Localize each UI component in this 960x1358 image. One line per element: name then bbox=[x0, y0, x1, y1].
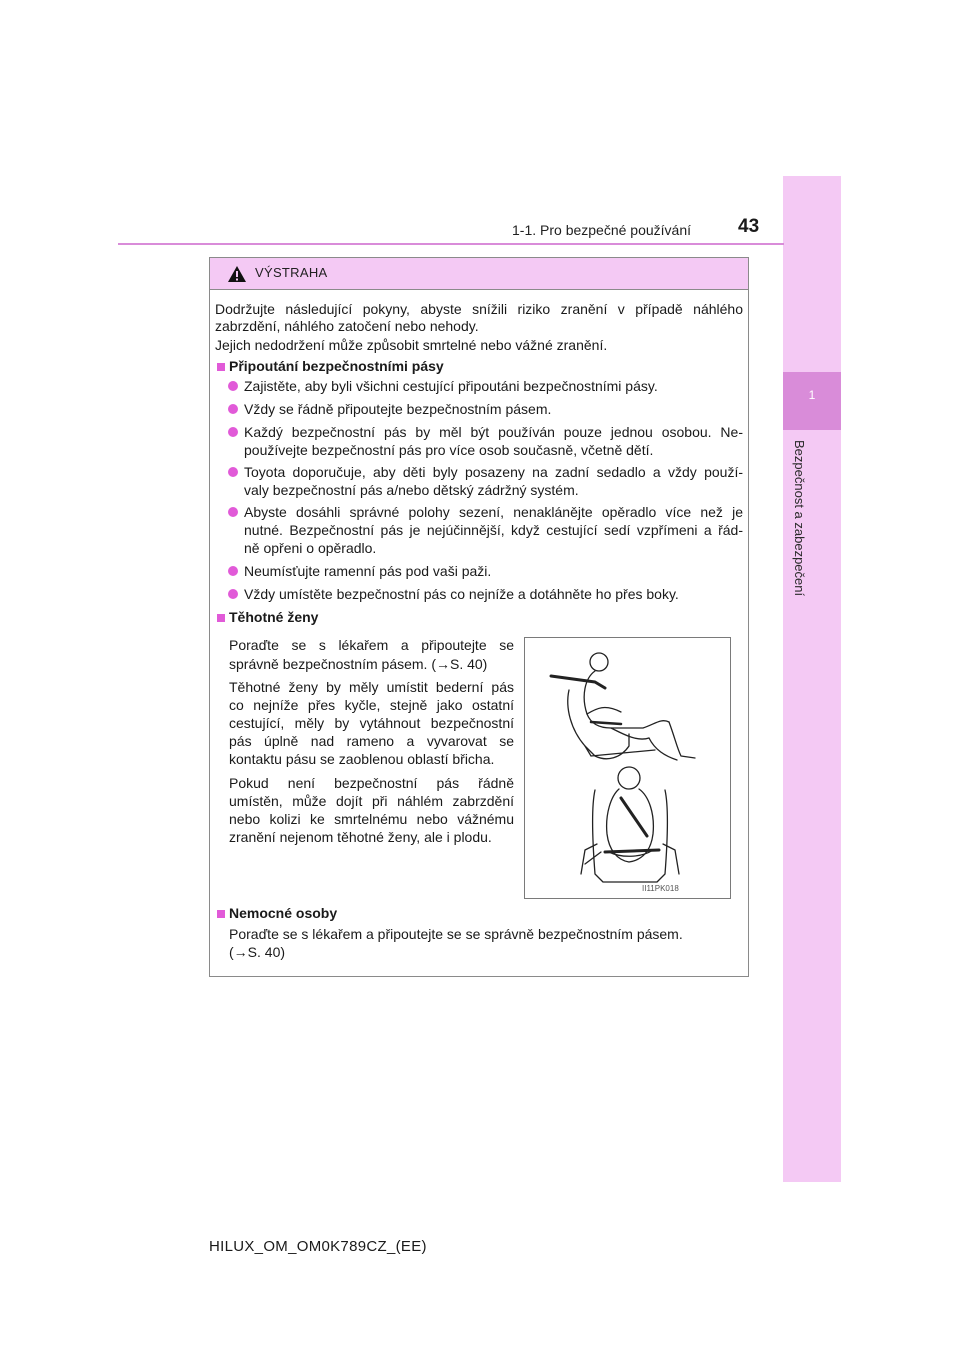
pregnant-paragraph-2: Těhotné ženy by měly umístit bederní pás bbox=[229, 679, 514, 695]
bullet-text: používejte bezpečnostní pás pro více osob současně, včetně dětí. bbox=[244, 442, 654, 458]
bullet-dot bbox=[228, 589, 238, 599]
pregnant-paragraph-3: nebo kolizi ke smrtelnému nebo vážnému bbox=[229, 811, 514, 827]
pregnant-paragraph-2: cestující, měly by vytáhnout bezpečnostní bbox=[229, 715, 514, 731]
section-square-bullet bbox=[217, 910, 225, 918]
section-heading-sick: Nemocné osoby bbox=[229, 905, 338, 921]
bullet-dot bbox=[228, 467, 238, 477]
pregnant-paragraph-3: zranění nejenom těhotné ženy, ale i plodu. bbox=[229, 829, 492, 845]
bullet-dot bbox=[228, 507, 238, 517]
bullet-text: ně opřeni o opěradlo. bbox=[244, 540, 377, 556]
bullet-dot bbox=[228, 427, 238, 437]
bullet-dot bbox=[228, 381, 238, 391]
section-heading-pregnant: Těhotné ženy bbox=[229, 609, 319, 625]
sick-persons-text: (→S. 40) bbox=[229, 944, 286, 960]
bullet-text: valy bezpečnostní pás a/nebo dětský zádržný systém. bbox=[244, 482, 579, 498]
bullet-text: Neumísťujte ramenní pás pod vaši paži. bbox=[244, 563, 492, 579]
bullet-text: Vždy se řádně připoutejte bezpečnostním pásem. bbox=[244, 401, 552, 417]
sick-persons-text: Poraďte se s lékařem a připoutejte se se správně bezpečnostním pásem. bbox=[229, 926, 683, 942]
document-id-footer: HILUX_OM_OM0K789CZ_(EE) bbox=[209, 1238, 427, 1255]
warning-title: VÝSTRAHA bbox=[255, 265, 328, 280]
chapter-side-tab bbox=[783, 176, 841, 1182]
bullet-text: Vždy umístěte bezpečnostní pás co nejníže a dotáhněte ho přes boky. bbox=[244, 586, 679, 602]
bullet-text: Toyota doporučuje, aby děti byly posazeny na zadní sedadlo a vždy použí- bbox=[244, 464, 743, 480]
warning-triangle-icon bbox=[227, 265, 247, 283]
bullet-text: Každý bezpečnostní pás by měl být používán pouze jednou osobou. Ne- bbox=[244, 424, 743, 440]
pregnant-paragraph-2: kontaktu pásu se zaoblenou oblastí břicha. bbox=[229, 751, 495, 767]
warning-intro-line: zabrzdění, náhlého zatočení nebo nehody. bbox=[215, 318, 479, 334]
warning-intro-line: Jejich nedodržení může způsobit smrtelné nebo vážné zranění. bbox=[215, 337, 608, 353]
header-rule bbox=[118, 243, 784, 245]
chapter-number: 1 bbox=[808, 388, 816, 402]
pregnant-paragraph-3: umístěn, může dojít při náhlém zabrzdění bbox=[229, 793, 514, 809]
pregnant-paragraph-2: co nejníže přes kyčle, stejně jako ostatní bbox=[229, 697, 514, 713]
pregnant-seatbelt-illustration bbox=[524, 637, 731, 899]
section-square-bullet bbox=[217, 614, 225, 622]
seatbelt-illustration-svg bbox=[525, 638, 730, 898]
section-square-bullet bbox=[217, 363, 225, 371]
section-heading-seatbelts: Připoutání bezpečnostními pásy bbox=[229, 358, 444, 374]
pregnant-paragraph-2: pás úplně nad rameno a vyvarovat se bbox=[229, 733, 514, 749]
page-number: 43 bbox=[738, 216, 760, 237]
warning-header bbox=[210, 258, 748, 290]
chapter-label: Bezpečnost a zabezpečení bbox=[792, 440, 807, 597]
bullet-text: Zajistěte, aby byli všichni cestující připoutáni bezpečnostními pásy. bbox=[244, 378, 658, 394]
pregnant-paragraph-3: Pokud není bezpečnostní pás řádně bbox=[229, 775, 514, 791]
bullet-text: Abyste dosáhli správné polohy sezení, nenaklánějte opěradlo více než je bbox=[244, 504, 743, 520]
warning-intro-line: Dodržujte následující pokyny, abyste snížili riziko zranění v případě náhlého bbox=[215, 301, 743, 317]
pregnant-paragraph-1: správně bezpečnostním pásem. (→S. 40) bbox=[229, 656, 488, 672]
bullet-dot bbox=[228, 404, 238, 414]
pregnant-paragraph-1: Poraďte se s lékařem a připoutejte se bbox=[229, 637, 514, 653]
bullet-dot bbox=[228, 566, 238, 576]
section-title: 1-1. Pro bezpečné používání bbox=[512, 222, 692, 238]
figure-code: II11PK018 bbox=[642, 884, 679, 893]
bullet-text: nutné. Bezpečnostní pás je nejúčinnější, když cestující sedí vzpřímeni a řád- bbox=[244, 522, 743, 538]
